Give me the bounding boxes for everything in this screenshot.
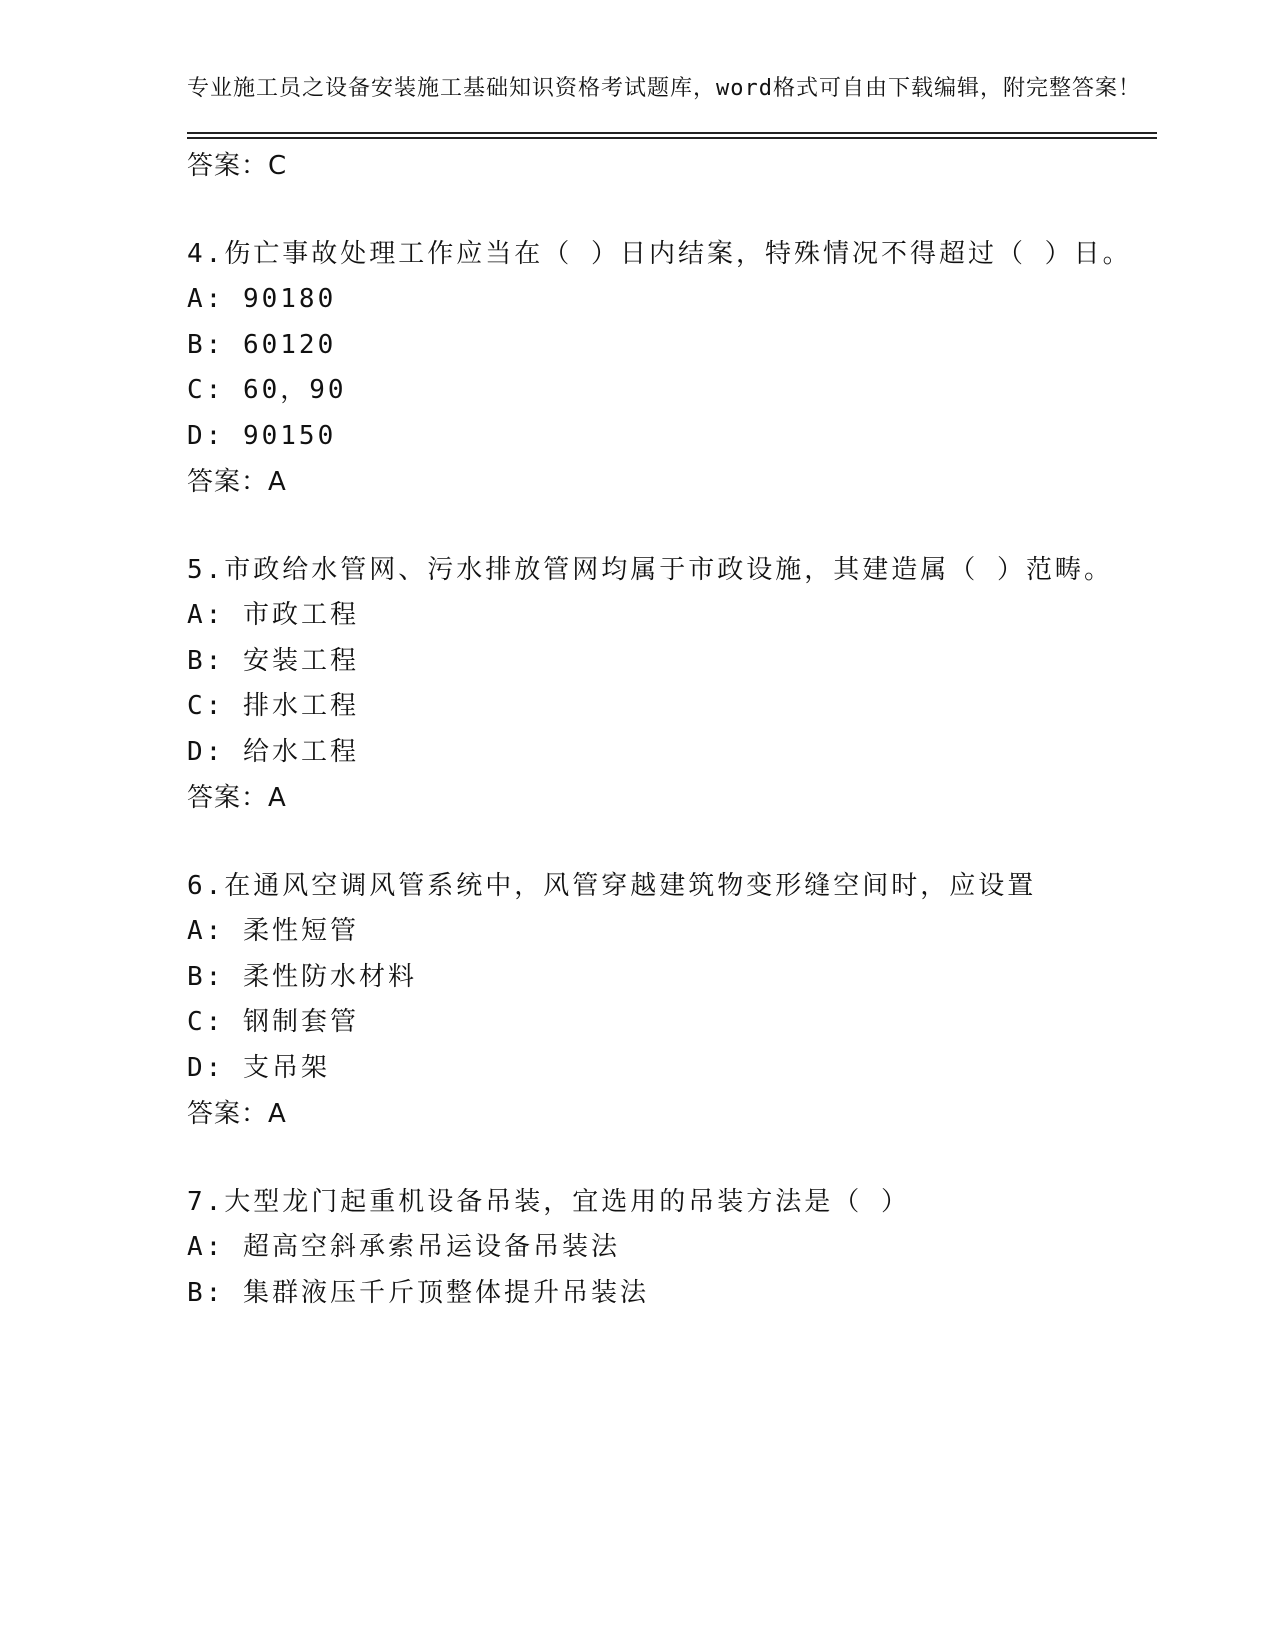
answer-previous: 答案：C [187, 151, 288, 181]
question-5 [187, 547, 1157, 821]
option-a: A: 柔性短管 [187, 916, 359, 946]
option-d: D: 90150 [187, 420, 337, 451]
option-a: A: 超高空斜承索吊运设备吊装法 [187, 1232, 620, 1262]
header-text: 专业施工员之设备安装施工基础知识资格考试题库，word格式可自由下载编辑，附完整答案！ [187, 76, 1141, 101]
question-text: 4.伤亡事故处理工作应当在（ ）日内结案，特殊情况不得超过（ ）日。 [187, 239, 1132, 269]
option-a: A: 90180 [187, 284, 337, 314]
option-d: D: 给水工程 [187, 736, 359, 767]
answer: 答案：A [187, 467, 287, 497]
question-text: 7.大型龙门起重机设备吊装，宜选用的吊装方法是（ ） [187, 1187, 910, 1217]
option-b: B: 集群液压千斤顶整体提升吊装法 [187, 1277, 649, 1308]
option-c: C: 60，90 [187, 375, 347, 405]
header-double-rule [187, 132, 1157, 139]
option-b: B: 安装工程 [187, 645, 359, 676]
answer: 答案：A [187, 1099, 287, 1129]
option-d: D: 支吊架 [187, 1052, 330, 1083]
answer: 答案：A [187, 783, 287, 813]
question-4 [187, 231, 1157, 505]
document-page [187, 72, 1157, 1316]
option-b: B: 柔性防水材料 [187, 961, 417, 992]
question-6 [187, 863, 1157, 1137]
option-a: A: 市政工程 [187, 600, 359, 630]
option-c: C: 排水工程 [187, 691, 359, 721]
question-text: 6.在通风空调风管系统中，风管穿越建筑物变形缝空间时，应设置 [187, 871, 1037, 901]
option-c: C: 钢制套管 [187, 1007, 359, 1037]
question-text: 5.市政给水管网、污水排放管网均属于市政设施，其建造属（ ）范畴。 [187, 555, 1113, 585]
question-7 [187, 1179, 1157, 1316]
option-b: B: 60120 [187, 329, 337, 360]
